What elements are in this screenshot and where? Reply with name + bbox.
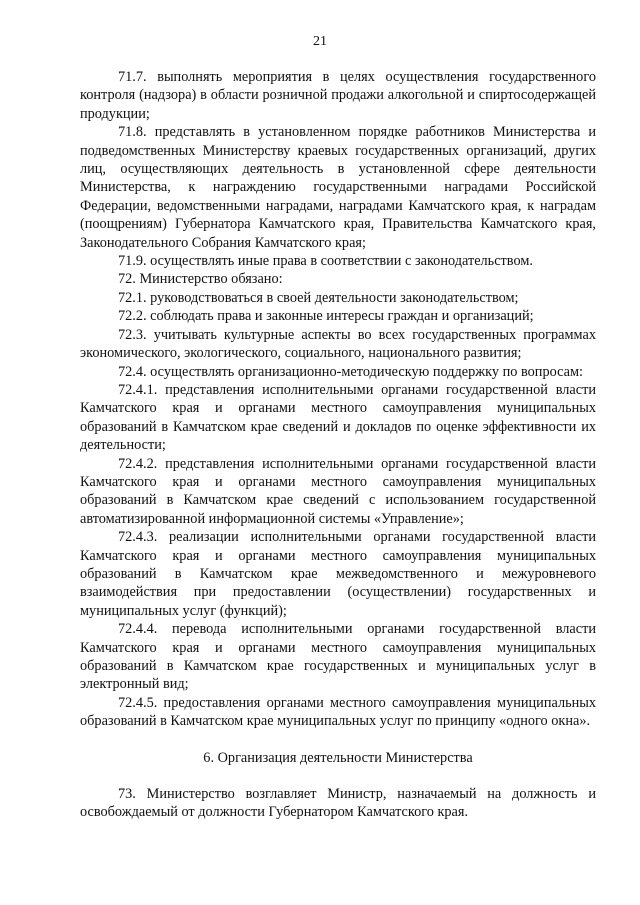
paragraph-71-8: 71.8. представлять в установленном порядке работников Министерства и подведомственных Министерству краевых государственных организаций, других лиц, осуществляющих деятельность в установленной сфере деятельности Министерства, к награждению государственными наградами Российской Федерации, ведомственными наградами, наградами Камчатского края, к наградам (поощрениям) Губернатора Камчатского края, Правительства Камчатского края, Законодательного Собрания Камчатского края;	[80, 124, 596, 251]
paragraph-72-2: 72.2. соблюдать права и законные интересы граждан и организаций;	[118, 308, 534, 325]
paragraph-72-3: 72.3. учитывать культурные аспекты во всех государственных программах экономического, экологического, социального, национального развития;	[80, 326, 596, 362]
page-number: 21	[313, 34, 327, 49]
document-body	[80, 68, 596, 822]
paragraph-72-4: 72.4. осуществлять организационно-методическую поддержку по вопросам:	[118, 363, 583, 380]
paragraph-72-4-4: 72.4.4. перевода исполнительными органами государственной власти Камчатского края и органами местного самоуправления муниципальных образований в Камчатском крае государственных и муниципальных услуг в электронный вид;	[80, 621, 596, 693]
paragraph-72-4-1: 72.4.1. представления исполнительными органами государственной власти Камчатского края и органами местного самоуправления муниципальных образований в Камчатском крае сведений и докладов по оценке эффективности их деятельности;	[80, 381, 596, 454]
paragraph-72-4-3: 72.4.3. реализации исполнительными органами государственной власти Камчатского края и органами местного самоуправления муниципальных образований в Камчатском крае межведомственного и межуровневого взаимодействия при предоставлении (осуществлении) государственных и муниципальных услуг (функций);	[80, 529, 596, 619]
paragraph-72-1: 72.1. руководствоваться в своей деятельности законодательством;	[118, 289, 519, 306]
paragraph-73: 73. Министерство возглавляет Министр, назначаемый на должность и освобождаемый от должности Губернатором Камчатского края.	[80, 786, 596, 821]
paragraph-71-9: 71.9. осуществлять иные права в соответствии с законодательством.	[118, 253, 533, 270]
paragraph-72-4-2: 72.4.2. представления исполнительными органами государственной власти Камчатского края и органами местного самоуправления муниципальных образований в Камчатском крае сведений с использованием государственной автоматизированной информационной системы «Управление»;	[80, 455, 596, 527]
paragraph-72: 72. Министерство обязано:	[118, 271, 283, 288]
paragraph-72-4-5: 72.4.5. предоставления органами местного самоуправления муниципальных образований в Камчатском крае муниципальных услуг по принципу «одного окна».	[80, 694, 596, 730]
section-heading: 6. Организация деятельности Министерства	[203, 749, 473, 766]
paragraph-71-7: 71.7. выполнять мероприятия в целях осуществления государственного контроля (надзора) в области розничной продажи алкогольной и спиртосодержащей продукции;	[80, 69, 596, 122]
